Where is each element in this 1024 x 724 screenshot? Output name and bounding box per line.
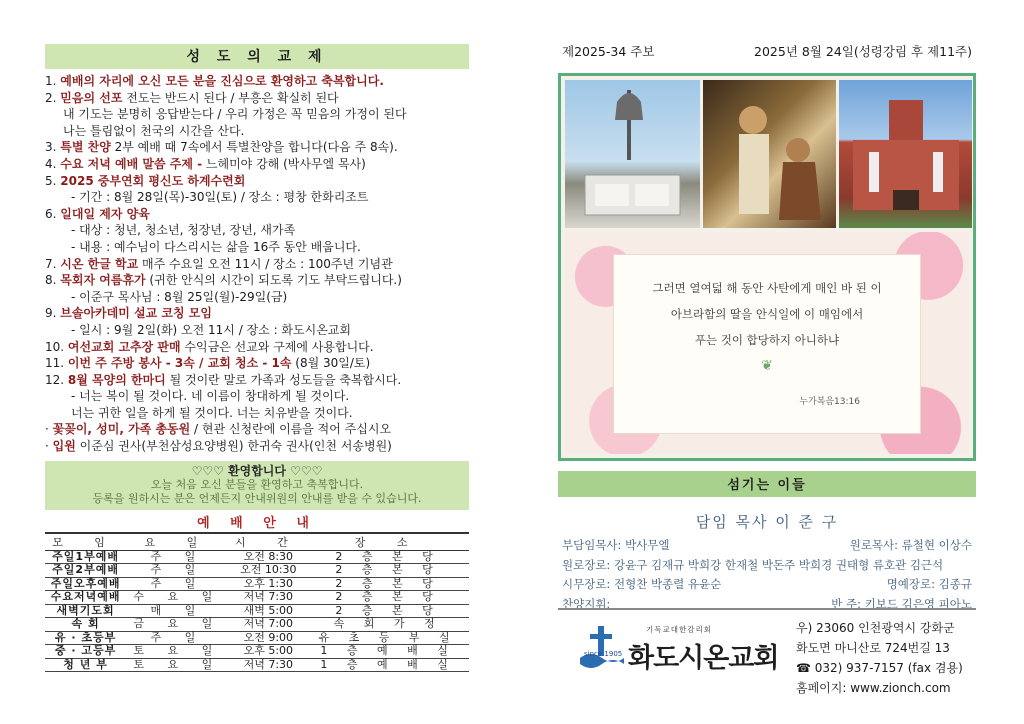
news-item bbox=[45, 272, 469, 289]
staff-row bbox=[562, 536, 972, 556]
news-detail: - 내용 : 예수님이 다스리시는 삶을 16주 동안 배웁니다. bbox=[71, 239, 361, 254]
services-cell: 1 층 예 배 실 bbox=[307, 658, 469, 672]
services-cell: 저녁 7:00 bbox=[230, 618, 308, 632]
news-item bbox=[45, 173, 469, 190]
news-item bbox=[45, 388, 469, 405]
verse-line-1: 그러면 열여덟 해 동안 사탄에게 매인 바 된 이 bbox=[652, 281, 882, 295]
news-detail: - 일시 : 9월 2일(화) 오전 11시 / 장소 : 화도시온교회 bbox=[71, 322, 351, 337]
news-detail: - 이준구 목사님 : 8월 25일(월)-29일(금) bbox=[71, 289, 288, 304]
news-item bbox=[45, 421, 469, 438]
services-cell: 새벽기도회 bbox=[45, 604, 126, 618]
news-item bbox=[45, 355, 469, 372]
services-cell: 2 층 본 당 bbox=[307, 564, 469, 578]
services-title: 예 배 안 내 bbox=[197, 515, 317, 531]
news-highlight: 브솔아카데미 설교 코칭 모임 bbox=[60, 306, 212, 321]
services-row bbox=[45, 604, 469, 618]
news-highlight: 일대일 제자 양육 bbox=[60, 206, 150, 221]
news-item bbox=[45, 206, 469, 223]
news-detail: 너는 귀한 일을 하게 될 것이다. 너는 치유받을 것이다. bbox=[71, 405, 353, 420]
news-text: / 현관 신청란에 이름을 적어 주십시오 bbox=[190, 422, 392, 437]
news-detail: - 대상 : 청년, 청소년, 청장년, 장년, 새가족 bbox=[71, 223, 296, 238]
news-item bbox=[45, 289, 469, 306]
news-highlight: 믿음의 선포 bbox=[60, 90, 123, 105]
staff-entry: 원로장로: 강윤구 김재규 박희강 한재철 박돈주 박희경 권태형 류호관 김근석 bbox=[562, 557, 944, 572]
painting-figures-icon bbox=[703, 80, 836, 228]
services-cell: 주일1부예배 bbox=[45, 550, 126, 564]
news-highlight: 예배의 자리에 오신 모든 분을 진심으로 환영하고 축복합니다. bbox=[60, 74, 384, 88]
right-panel bbox=[558, 40, 976, 695]
news-number: 8. bbox=[45, 273, 57, 288]
news-item bbox=[45, 189, 469, 206]
services-cell: 2 층 본 당 bbox=[307, 604, 469, 618]
news-number: · bbox=[45, 439, 49, 454]
church-photo bbox=[839, 80, 972, 228]
services-cell: 주 일 bbox=[126, 631, 229, 645]
address-line-1: 우) 23060 인천광역시 강화군 bbox=[796, 621, 955, 635]
news-number: 12. bbox=[45, 372, 65, 387]
services-cell: 수 요 일 bbox=[126, 591, 229, 605]
news-text: (귀한 안식의 시간이 되도록 기도 부탁드립니다.) bbox=[145, 273, 402, 288]
services-cell: 오전 8:30 bbox=[230, 550, 308, 564]
news-number: 7. bbox=[45, 256, 57, 271]
news-highlight: 8월 목양의 한마디 bbox=[67, 372, 166, 387]
services-cell: 새벽 5:00 bbox=[230, 604, 308, 618]
services-cell: 오후 1:30 bbox=[230, 577, 308, 591]
services-row bbox=[45, 645, 469, 659]
issue-number: 제2025-34 주보 bbox=[562, 44, 655, 59]
services-cell: 중 · 고등부 bbox=[45, 645, 126, 659]
bell-photo bbox=[565, 80, 700, 228]
news-detail: - 기간 : 8월 28일(목)-30일(토) / 장소 : 평창 한화리조트 bbox=[71, 190, 369, 205]
bulletin-header bbox=[558, 40, 976, 60]
news-number: 1. bbox=[45, 74, 57, 88]
services-row bbox=[45, 577, 469, 591]
verse-panel bbox=[565, 232, 969, 454]
services-row bbox=[45, 658, 469, 672]
church-name: 화도시온교회 bbox=[628, 643, 779, 674]
news-text: 매주 수요일 오전 11시 / 장소 : 100주년 기념관 bbox=[138, 256, 393, 271]
news-highlight: 2025 중부연회 평신도 하계수련회 bbox=[60, 173, 246, 188]
bulletin-date: 2025년 8월 24일(성령강림 후 제11주) bbox=[754, 44, 972, 59]
church-building-icon bbox=[839, 80, 972, 228]
news-highlight: 특별 찬양 bbox=[60, 140, 111, 155]
services-cell: 토 요 일 bbox=[126, 645, 229, 659]
services-column-header: 장 소 bbox=[307, 533, 469, 551]
since-text: since 1905 bbox=[584, 650, 623, 658]
left-panel bbox=[45, 44, 469, 672]
news-item bbox=[45, 256, 469, 273]
services-cell: 2 층 본 당 bbox=[307, 550, 469, 564]
services-cell: 오전 9:00 bbox=[230, 631, 308, 645]
news-item bbox=[45, 438, 469, 455]
welcome-box bbox=[45, 461, 469, 510]
services-cell: 금 요 일 bbox=[126, 618, 229, 632]
news-text: 될 것이란 말로 가족과 성도들을 축복합시다. bbox=[165, 372, 402, 387]
news-item bbox=[45, 73, 469, 90]
news-highlight: 수요 저녁 예배 말씀 주제 - bbox=[60, 156, 203, 171]
website-line[interactable]: 홈페이지: www.zionch.com bbox=[796, 681, 951, 695]
services-cell: 주일2부예배 bbox=[45, 564, 126, 578]
services-column-header: 모 임 bbox=[45, 533, 126, 551]
services-row bbox=[45, 564, 469, 578]
news-item bbox=[45, 239, 469, 256]
church-logo bbox=[580, 618, 790, 678]
news-item bbox=[45, 405, 469, 422]
services-cell: 주 일 bbox=[126, 577, 229, 591]
news-item bbox=[45, 106, 469, 123]
staff-entry: 원로목사: 류철현 이상수 bbox=[849, 538, 972, 552]
news-continuation: 내 기도는 분명히 응답받는다 / 우리 가정은 꼭 믿음의 가정이 된다 bbox=[63, 107, 407, 122]
welcome-line-2: 등록을 원하시는 분은 언제든지 안내위원의 안내를 받을 수 있습니다. bbox=[92, 491, 422, 505]
services-row bbox=[45, 618, 469, 632]
services-cell: 유 · 초등부 bbox=[45, 631, 126, 645]
news-text: 느헤미야 강해 (박사무엘 목사) bbox=[202, 156, 366, 171]
news-number: 2. bbox=[45, 90, 57, 105]
news-number: · bbox=[45, 422, 49, 437]
services-cell: 속 회 bbox=[45, 618, 126, 632]
verse-reference: 누가복음13:16 bbox=[799, 397, 860, 407]
news-highlight: 여선교회 고추장 판매 bbox=[67, 339, 181, 354]
news-number: 3. bbox=[45, 140, 57, 155]
services-cell: 1 층 예 배 실 bbox=[307, 645, 469, 659]
services-row bbox=[45, 550, 469, 564]
verse-line-2: 아브라함의 딸을 안식일에 이 매임에서 bbox=[670, 307, 864, 321]
jesus-painting bbox=[703, 80, 836, 228]
cross-wave-icon bbox=[580, 624, 624, 668]
news-item bbox=[45, 372, 469, 389]
services-cell: 오전 10:30 bbox=[230, 564, 308, 578]
news-highlight: 꽃꽂이, 성미, 가족 총동원 bbox=[52, 422, 191, 437]
news-item bbox=[45, 123, 469, 140]
news-item bbox=[45, 339, 469, 356]
services-table bbox=[45, 532, 469, 673]
address-line-2: 화도면 마니산로 724번길 13 bbox=[796, 641, 950, 655]
services-cell: 주 일 bbox=[126, 564, 229, 578]
news-text: 2부 예배 때 7속에서 특별찬양을 합니다(다음 주 8속). bbox=[110, 140, 398, 155]
news-item bbox=[45, 139, 469, 156]
news-number: 9. bbox=[45, 306, 57, 321]
services-cell: 2 층 본 당 bbox=[307, 591, 469, 605]
fellowship-header: 성 도 의 교 제 bbox=[45, 44, 469, 69]
news-text: (8월 30일/토) bbox=[291, 356, 371, 371]
news-item bbox=[45, 222, 469, 239]
news-number: 4. bbox=[45, 156, 57, 171]
bell-icon bbox=[565, 80, 700, 228]
services-cell: 토 요 일 bbox=[126, 658, 229, 672]
servants-header: 섬기는 이들 bbox=[558, 471, 976, 497]
news-highlight: 목회자 여름휴가 bbox=[60, 273, 146, 288]
news-item bbox=[45, 322, 469, 339]
staff-entry: 시무장로: 전형찬 박종렬 유윤순 bbox=[562, 577, 722, 591]
services-cell: 수요저녁예배 bbox=[45, 591, 126, 605]
denomination-text: 기독교대한감리회 bbox=[646, 625, 712, 634]
senior-pastor: 담임 목사 이 준 구 bbox=[695, 513, 839, 531]
services-cell: 저녁 7:30 bbox=[230, 591, 308, 605]
staff-row bbox=[562, 556, 972, 576]
verse-card bbox=[613, 254, 921, 434]
services-cell: 오후 5:00 bbox=[230, 645, 308, 659]
welcome-line-1: 오늘 처음 오신 분들을 환영하고 축복합니다. bbox=[150, 477, 364, 491]
cover-art bbox=[558, 73, 976, 461]
staff-entry: 반 주: 키보드 김은영 피아노 bbox=[831, 596, 972, 611]
staff-entry: 부담임목사: 박사무엘 bbox=[562, 538, 670, 552]
services-cell: 2 층 본 당 bbox=[307, 577, 469, 591]
news-text: 수익금은 선교와 구제에 사용합니다. bbox=[180, 339, 374, 354]
news-number: 10. bbox=[45, 339, 65, 354]
news-item bbox=[45, 156, 469, 173]
services-cell: 매 일 bbox=[126, 604, 229, 618]
staff-entry: 명예장로: 김종규 bbox=[886, 577, 972, 591]
services-cell: 주일오후예배 bbox=[45, 577, 126, 591]
verse-line-3: 푸는 것이 합당하지 아니하냐 bbox=[694, 333, 840, 347]
sprig-icon: ❦ bbox=[761, 358, 773, 374]
news-number: 11. bbox=[45, 356, 65, 371]
services-cell: 주 일 bbox=[126, 550, 229, 564]
staff-list bbox=[558, 536, 976, 614]
news-text: 이준심 권사(부천삼성요양병원) 한귀숙 권사(인천 서송병원) bbox=[75, 439, 392, 454]
news-continuation: 나는 틀림없이 천국의 시간을 산다. bbox=[63, 123, 245, 138]
news-highlight: 시온 한글 학교 bbox=[60, 256, 139, 271]
services-cell: 저녁 7:30 bbox=[230, 658, 308, 672]
services-cell: 속 회 가 정 bbox=[307, 618, 469, 632]
news-list bbox=[45, 73, 469, 455]
news-highlight: 입원 bbox=[52, 439, 76, 454]
staff-row bbox=[562, 575, 972, 595]
services-column-header: 시 간 bbox=[230, 533, 308, 551]
staff-entry: 찬양지휘: bbox=[562, 596, 611, 611]
news-text: 전도는 반드시 된다 / 부흥은 확실히 된다 bbox=[122, 90, 339, 105]
services-row bbox=[45, 631, 469, 645]
services-column-header: 요 일 bbox=[126, 533, 229, 551]
news-item bbox=[45, 305, 469, 322]
welcome-title: ♡♡♡ 환영합니다 ♡♡♡ bbox=[191, 463, 323, 478]
services-cell: 유 초 등 부 실 bbox=[307, 631, 469, 645]
church-footer bbox=[558, 608, 976, 716]
news-item bbox=[45, 90, 469, 107]
news-highlight: 이번 주 주방 봉사 - 3속 / 교회 청소 - 1속 bbox=[67, 356, 292, 371]
church-contact bbox=[796, 618, 963, 698]
news-detail: - 너는 복이 될 것이다. 네 이름이 창대하게 될 것이다. bbox=[71, 389, 350, 404]
news-number: 6. bbox=[45, 206, 57, 221]
news-number: 5. bbox=[45, 173, 57, 188]
services-row bbox=[45, 591, 469, 605]
services-cell: 청 년 부 bbox=[45, 658, 126, 672]
phone-line: ☎ 032) 937-7157 (fax 겸용) bbox=[796, 661, 963, 675]
